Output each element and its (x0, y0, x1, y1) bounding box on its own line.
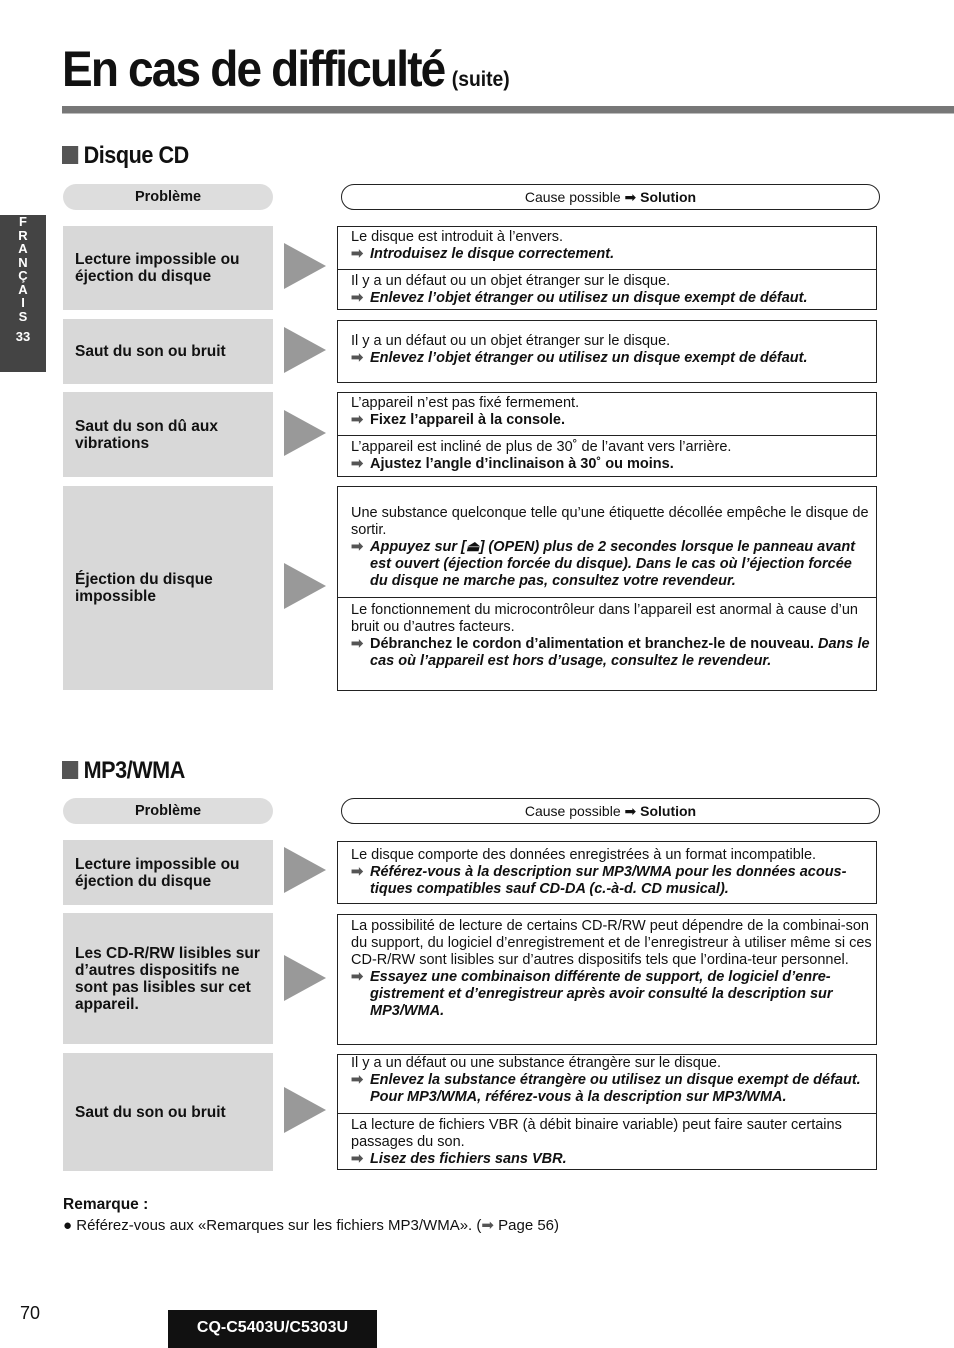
lang-letter: F (19, 214, 27, 229)
cause-solution-header (341, 184, 880, 210)
cause-header-label: Cause possible (524, 803, 621, 819)
problem-cell: Saut du son dû aux vibrations (63, 392, 273, 477)
solution-text: ➡ Débranchez le cordon d’alimentation et branchez-le de nouveau. Dans le cas où l’appareil est hors d’usage, consultez le revendeur. (351, 636, 870, 669)
solution-box (337, 392, 877, 477)
cause-text: Il y a un défaut ou une substance étrangère sur le disque. (351, 1055, 721, 1071)
solution-header-label: Solution (640, 803, 697, 819)
lang-letter: S (18, 308, 28, 324)
arrow-right-icon (284, 243, 326, 289)
cause-text: Le disque est introduit à l’envers. (351, 229, 563, 245)
lang-letter: Ç (18, 268, 28, 283)
cause-header-label: Cause possible (524, 189, 621, 205)
solution-text: ➡ Lisez des fichiers sans VBR. (351, 1151, 567, 1167)
note-page-ref: Page 56) (498, 1217, 560, 1234)
arrow-right-icon (284, 1087, 326, 1133)
solution-box (337, 1054, 877, 1170)
solution-text: ➡ Appuyez sur [⏏] (OPEN) plus de 2 secondes lorsque le panneau avant est ouvert (éjection forcée du disque). Dans le cas où l’éjection forcée du disque ne marche pas, consultez votre revendeur. (351, 539, 856, 589)
solution-text: ➡ Ajustez l’angle d’inclinaison à 30˚ ou moins. (351, 456, 674, 472)
note-heading: Remarque : (63, 1196, 149, 1213)
arrow-right-icon: ➡ (351, 456, 364, 472)
arrow-right-icon (284, 563, 326, 609)
problem-cell: Lecture impossible ou éjection du disque (63, 226, 273, 310)
arrow-right-icon: ➡ (351, 412, 364, 428)
problem-header: Problème (63, 798, 273, 824)
cause-solution-cell (338, 393, 876, 435)
section-title-text: Disque CD (83, 142, 189, 169)
problem-cell: Éjection du disque impossible (63, 486, 273, 690)
solution-text: ➡ Référez-vous à la description sur MP3/WMA pour les données acous-tiques compatibles sauf CD-DA (c.-à-d. CD musical). (351, 864, 847, 897)
arrow-right-icon: ➡ (624, 189, 637, 205)
solution-box (337, 486, 877, 691)
cause-text: Le disque comporte des données enregistrées à un format incompatible. (351, 847, 817, 863)
section-square-icon (62, 146, 78, 164)
solution-box (337, 320, 877, 383)
arrow-right-icon: ➡ (351, 290, 364, 306)
arrow-right-icon: ➡ (351, 969, 364, 985)
cause-text: Une substance quelconque telle qu’une étiquette décollée empêche le disque de sortir. (351, 505, 869, 538)
bullet-icon: ● (63, 1217, 73, 1234)
solution-box (337, 226, 877, 310)
cause-solution-cell (338, 227, 876, 269)
problem-cell: Saut du son ou bruit (63, 319, 273, 384)
cause-solution-header (341, 798, 880, 824)
arrow-right-icon: ➡ (351, 636, 364, 652)
cause-text: Le fonctionnement du microcontrôleur dans l’appareil est anormal à cause d’un bruit ou d’autres facteurs. (351, 602, 858, 635)
arrow-right-icon: ➡ (351, 1072, 364, 1088)
arrow-right-icon (284, 410, 326, 456)
language-tab-page: 33 (15, 329, 31, 344)
cause-text: La possibilité de lecture de certains CD-R/RW peut dépendre de la combinai-son du support, du logiciel d’enregistrement et de l’enregistreur à utiliser même si ces CD-R/RW sont lisibles sur d’autres dispositifs tels que l’ordina-teur personnel. (351, 918, 872, 968)
section-title-mp3 (62, 757, 185, 785)
language-tab (0, 215, 46, 372)
lang-letter: I (21, 295, 25, 310)
cause-solution-cell (338, 915, 876, 1020)
arrow-right-icon: ➡ (481, 1217, 494, 1234)
page-title-text: En cas de difficulté (62, 41, 445, 97)
cause-solution-cell (338, 597, 876, 670)
cause-solution-cell (338, 1113, 876, 1168)
cause-text: Il y a un défaut ou un objet étranger sur le disque. (351, 333, 671, 349)
solution-text: ➡ Fixez l’appareil à la console. (351, 412, 566, 428)
cause-text: Il y a un défaut ou un objet étranger sur le disque. (351, 273, 671, 289)
solution-text: ➡ Enlevez la substance étrangère ou utilisez un disque exempt de défaut. Pour MP3/WMA, référez-vous à la description sur MP3/WMA. (351, 1072, 861, 1105)
cause-solution-cell (338, 487, 876, 597)
arrow-right-icon (284, 955, 326, 1001)
problem-cell: Lecture impossible ou éjection du disque (63, 840, 273, 905)
lang-letter: A (18, 241, 28, 256)
title-rule (62, 106, 954, 113)
cause-solution-cell (338, 321, 876, 367)
arrow-right-icon: ➡ (351, 539, 364, 555)
page-number: 70 (20, 1303, 41, 1323)
problem-header: Problème (63, 184, 273, 210)
problem-cell: Les CD-R/RW lisibles sur d’autres dispositifs ne sont pas lisibles sur cet appareil. (63, 913, 273, 1044)
arrow-right-icon: ➡ (351, 864, 364, 880)
solution-box (337, 841, 877, 904)
note-text (63, 1216, 559, 1234)
note-body: Référez-vous aux «Remarques sur les fichiers MP3/WMA». ( (76, 1217, 482, 1234)
lang-letter: A (18, 281, 28, 297)
lang-letter: N (18, 254, 28, 270)
arrow-right-icon: ➡ (351, 1151, 364, 1167)
cause-text: L’appareil est incliné de plus de 30˚ de l’avant vers l’arrière. (351, 439, 732, 455)
arrow-right-icon (284, 327, 326, 373)
page-title-suffix: (suite) (451, 68, 510, 91)
solution-text: ➡ Introduisez le disque correctement. (351, 246, 615, 262)
solution-text: ➡ Enlevez l’objet étranger ou utilisez un disque exempt de défaut. (351, 350, 808, 366)
arrow-right-icon: ➡ (624, 803, 637, 819)
cause-solution-cell (338, 842, 876, 898)
cause-solution-cell (338, 269, 876, 309)
arrow-right-icon (284, 847, 326, 893)
section-title-text: MP3/WMA (83, 757, 185, 784)
cause-solution-cell (338, 1055, 876, 1113)
cause-text: La lecture de fichiers VBR (à débit binaire variable) peut faire sauter certains passages du son. (351, 1117, 842, 1150)
arrow-right-icon: ➡ (351, 350, 364, 366)
solution-text: ➡ Essayez une combinaison différente de support, de logiciel d’enre-gistrement et d’enregistreur après avoir consulté la description sur MP3/WMA. (351, 969, 833, 1019)
problem-cell: Saut du son ou bruit (63, 1053, 273, 1171)
arrow-right-icon: ➡ (351, 246, 364, 262)
cause-solution-cell (338, 435, 876, 476)
solution-extra-text: Dans le cas où l’appareil est hors d’usage, consultez le revendeur. (370, 636, 870, 669)
lang-letter: R (18, 227, 28, 243)
solution-text: ➡ Enlevez l’objet étranger ou utilisez un disque exempt de défaut. (351, 290, 808, 306)
section-square-icon (62, 761, 78, 779)
page-title (62, 40, 510, 98)
cause-text: L’appareil n’est pas fixé fermement. (351, 395, 580, 411)
solution-box (337, 914, 877, 1045)
title-rule-shadow (62, 113, 954, 114)
section-title-cd (62, 142, 189, 170)
model-label: CQ-C5403U/C5303U (168, 1310, 377, 1348)
solution-header-label: Solution (640, 189, 697, 205)
